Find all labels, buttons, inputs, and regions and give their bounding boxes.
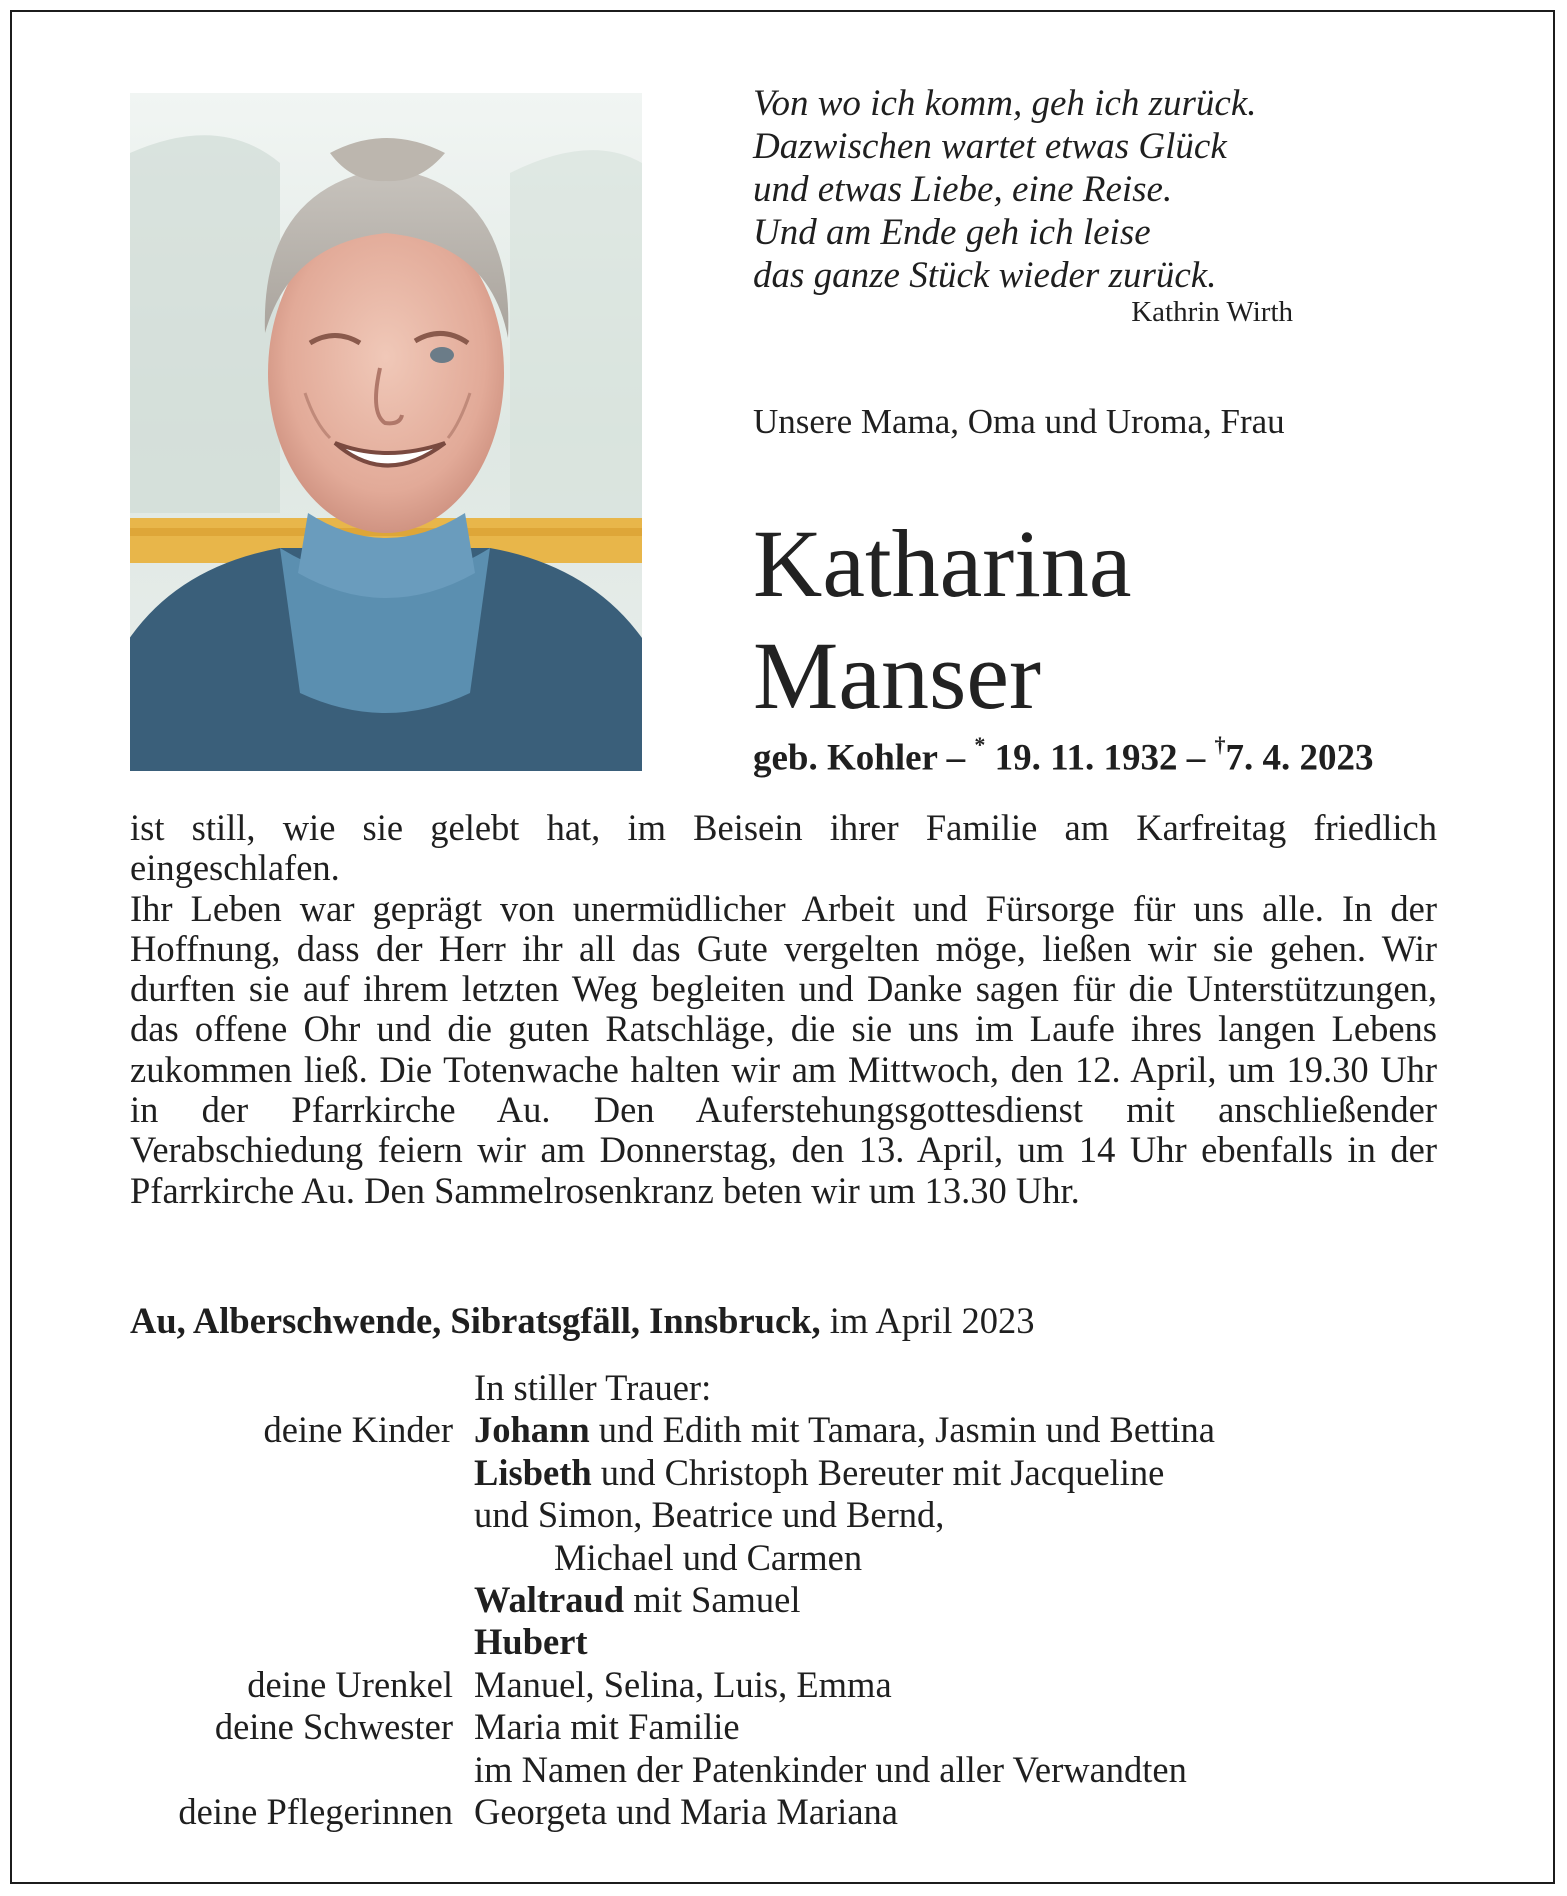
mourner-row	[130, 1621, 1430, 1663]
mourner-name: Johann	[474, 1409, 590, 1451]
mourners-heading-row	[130, 1367, 1430, 1409]
poem-line: Und am Ende geh ich leise	[753, 212, 1151, 253]
mourners-list	[130, 1367, 1430, 1833]
intro-text: Unsere Mama, Oma und Uroma, Frau	[753, 402, 1285, 441]
mourner-row	[130, 1706, 1430, 1748]
mourner-name: Lisbeth	[474, 1451, 592, 1493]
birth-date: 19. 11. 1932 –	[985, 737, 1215, 779]
poem	[753, 82, 1313, 297]
mourner-detail: und Simon, Beatrice und Bernd,	[474, 1494, 945, 1536]
mourner-row	[130, 1452, 1430, 1494]
death-date: 7. 4. 2023	[1225, 737, 1374, 779]
mourner-detail: mit Samuel	[624, 1579, 801, 1621]
relation-label: deine Pflegerinnen	[178, 1791, 453, 1833]
mourner-row	[130, 1749, 1430, 1791]
places-date: im April 2023	[820, 1300, 1035, 1341]
first-name: Katharina	[753, 510, 1132, 617]
poem-line: Dazwischen wartet etwas Glück	[753, 126, 1227, 167]
obituary-paragraph: ist still, wie sie gelebt hat, im Beisein ihrer Familie am Karfreitag friedlich eingeschlafen.	[130, 807, 1437, 889]
mourner-row	[130, 1579, 1430, 1621]
life-dates	[753, 732, 1374, 779]
obituary-text	[130, 808, 1437, 1211]
mourner-name: Waltraud	[474, 1579, 625, 1621]
mourner-detail: Michael und Carmen	[554, 1536, 863, 1578]
portrait-photo	[130, 93, 642, 771]
birth-name: geb. Kohler –	[753, 737, 975, 779]
deceased-name	[753, 508, 1131, 732]
obituary-paragraph: Ihr Leben war geprägt von unermüdlicher Arbeit und Fürsorge für uns alle. In der Hoffnung, dass der Herr ihr all das Gute vergelten möge, ließen wir sie gehen. Wir durften sie auf ihrem letzten Weg begleiten und Danke sagen für die Unterstützungen, das offene Ohr und die guten Ratschläge, die sie uns im Laufe ihres langen Lebens zukommen ließ. Die Totenwache halten wir am Mittwoch, den 12. April, um 19.30 Uhr in der Pfarrkirche Au. Den Auferstehungsgottesdienst mit anschließender Verabschiedung feiern wir am Donnerstag, den 13. April, um 14 Uhr ebenfalls in der Pfarrkirche Au. Den Sammelrosenkranz beten wir um 13.30 Uhr.	[130, 887, 1437, 1211]
portrait-image	[130, 93, 642, 771]
mourner-row	[130, 1494, 1430, 1536]
places-line	[130, 1299, 1035, 1342]
relation-label: deine Kinder	[263, 1409, 453, 1451]
relation-label: deine Schwester	[214, 1706, 453, 1748]
mourner-detail: und Christoph Bereuter mit Jacqueline	[591, 1451, 1165, 1493]
poem-line: Von wo ich komm, geh ich zurück.	[753, 83, 1257, 124]
last-name: Manser	[753, 622, 1041, 729]
mourner-row	[130, 1409, 1430, 1451]
poem-author: Kathrin Wirth	[1131, 296, 1293, 328]
birth-symbol: *	[974, 732, 986, 757]
mourner-detail: im Namen der Patenkinder und aller Verwandten	[474, 1748, 1187, 1790]
mourner-detail: und Edith mit Tamara, Jasmin und Bettina	[589, 1409, 1215, 1451]
death-symbol: †	[1214, 732, 1226, 757]
mourner-detail: Maria mit Familie	[474, 1706, 740, 1748]
mourner-detail: Manuel, Selina, Luis, Emma	[474, 1663, 892, 1705]
mourner-row	[130, 1537, 1430, 1579]
places-towns: Au, Alberschwende, Sibratsgfäll, Innsbruck,	[130, 1300, 821, 1341]
mourner-row	[130, 1791, 1430, 1833]
poem-line: und etwas Liebe, eine Reise.	[753, 169, 1173, 210]
mourner-name: Hubert	[474, 1621, 588, 1663]
mourner-detail: Georgeta und Maria Mariana	[474, 1791, 898, 1833]
mourner-row	[130, 1664, 1430, 1706]
relation-label: deine Urenkel	[247, 1663, 453, 1705]
mourners-heading: In stiller Trauer:	[474, 1367, 712, 1408]
poem-line: das ganze Stück wieder zurück.	[753, 255, 1217, 296]
